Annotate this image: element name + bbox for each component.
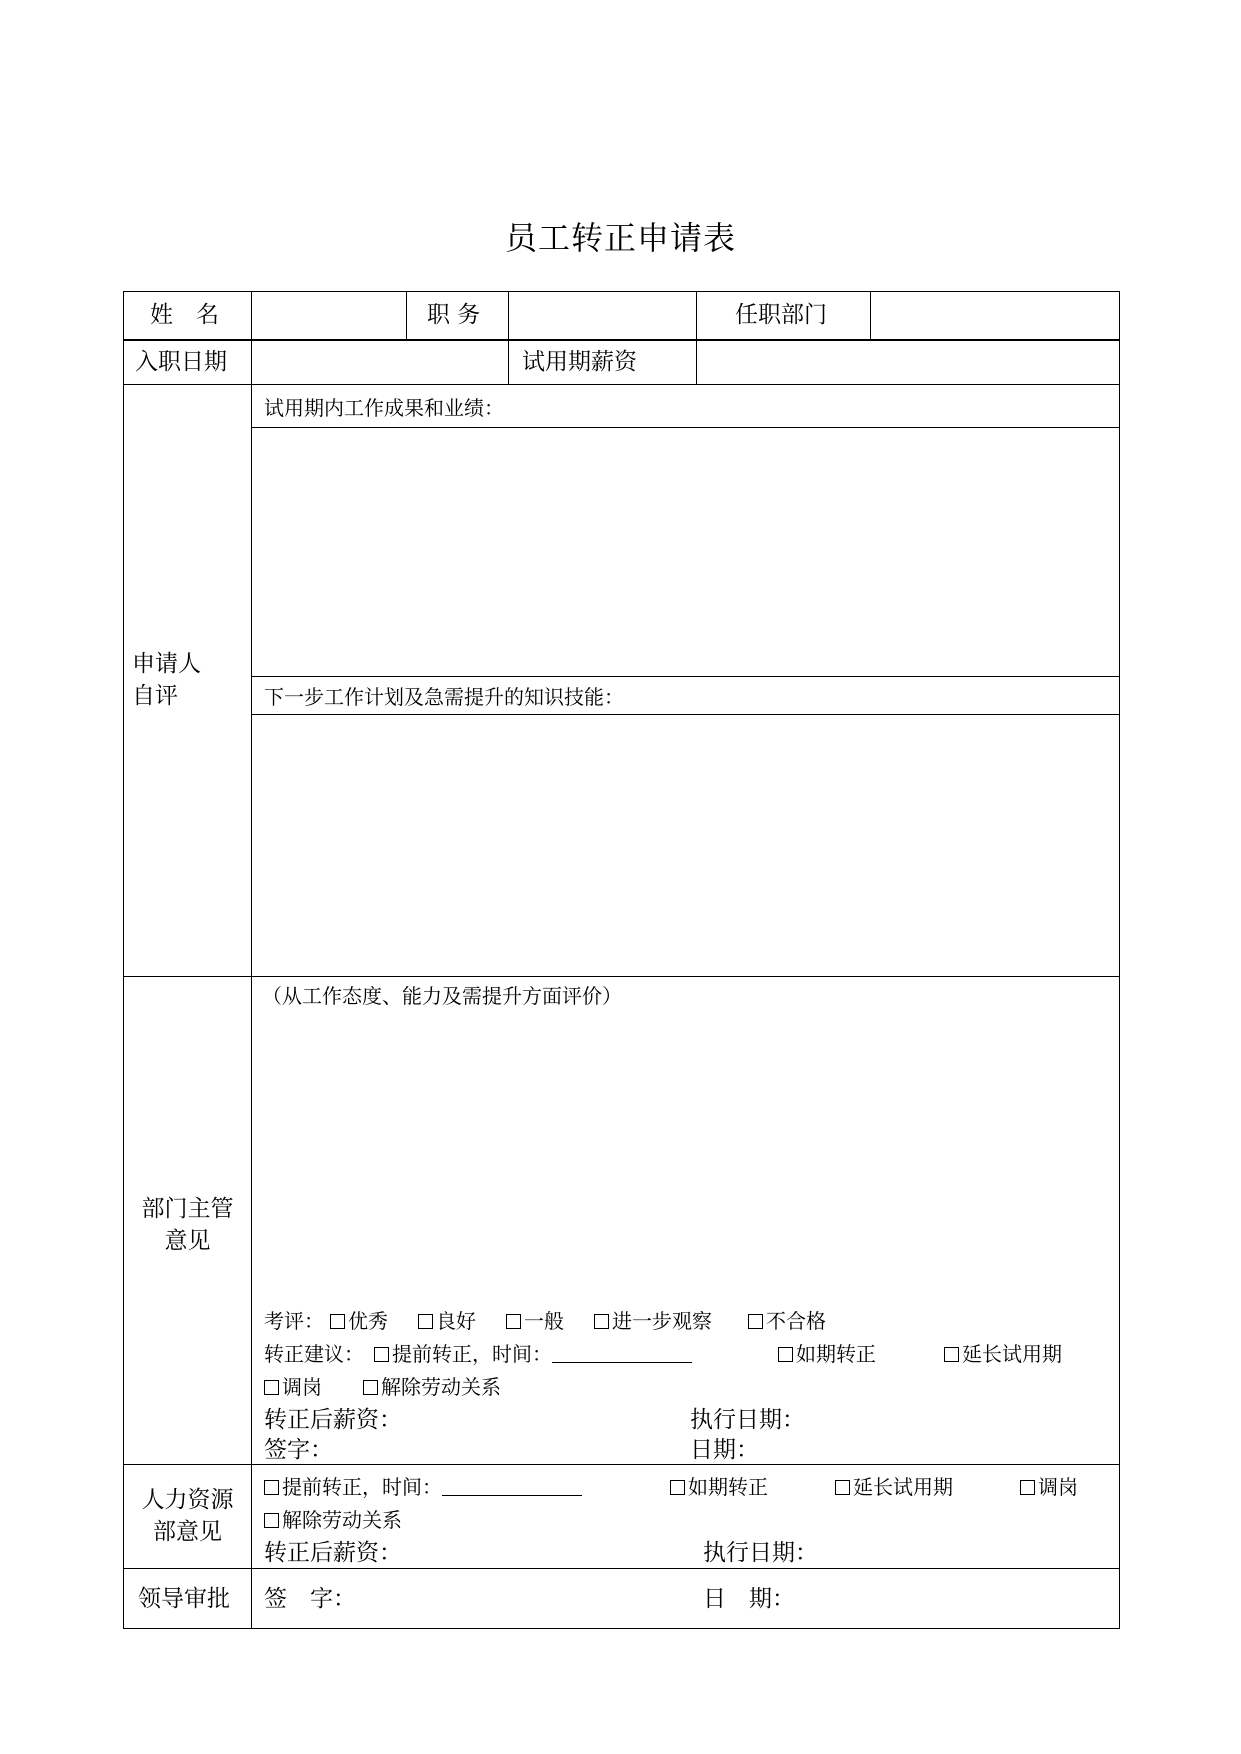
manager-hint: （从工作态度、能力及需提升方面评价） <box>262 984 622 1008</box>
hr-salary-after-label: 转正后薪资： <box>264 1540 402 1566</box>
hire-date-field[interactable] <box>253 342 507 383</box>
checkbox[interactable] <box>374 1347 389 1362</box>
leader-sign-label: 签 字： <box>264 1586 356 1612</box>
checkbox[interactable] <box>670 1480 685 1495</box>
achievements-prompt: 试用期内工作成果和业绩： <box>264 396 504 420</box>
mgr-date-label: 日期： <box>690 1437 759 1463</box>
mgr-terminate-option[interactable]: 解除劳动关系 <box>363 1377 501 1397</box>
mgr-ontime-option[interactable]: 如期转正 <box>778 1344 876 1364</box>
checkbox[interactable] <box>944 1347 959 1362</box>
checkbox[interactable] <box>264 1480 279 1495</box>
probation-salary-label: 试用期薪资 <box>522 349 637 375</box>
checkbox[interactable] <box>778 1347 793 1362</box>
next-plan-field[interactable] <box>253 716 1118 975</box>
rating-label: 考评： <box>264 1309 324 1333</box>
early-date-blank[interactable] <box>552 1344 692 1363</box>
name-label: 姓 名 <box>150 302 219 328</box>
checkbox[interactable] <box>264 1380 279 1395</box>
position-field[interactable] <box>510 292 695 338</box>
mgr-sign-label: 签字： <box>264 1437 333 1463</box>
achievements-field[interactable] <box>253 429 1118 675</box>
rating-option-average[interactable]: 一般 <box>506 1311 564 1331</box>
suggestion-label: 转正建议： <box>264 1342 364 1366</box>
hire-date-label: 入职日期 <box>135 349 227 375</box>
mgr-extend-option[interactable]: 延长试用期 <box>944 1344 1062 1364</box>
rating-option-good[interactable]: 良好 <box>418 1311 476 1331</box>
rating-option-fail[interactable]: 不合格 <box>748 1311 826 1331</box>
checkbox[interactable] <box>1020 1480 1035 1495</box>
checkbox[interactable] <box>363 1380 378 1395</box>
self-eval-label: 申请人 自评 <box>132 651 201 709</box>
manager-opinion-label: 部门主管 意见 <box>141 1196 234 1254</box>
checkbox[interactable] <box>835 1480 850 1495</box>
rating-option-observe[interactable]: 进一步观察 <box>594 1311 712 1331</box>
hr-transfer-option[interactable]: 调岗 <box>1020 1477 1078 1497</box>
rating-option-excellent[interactable]: 优秀 <box>330 1311 388 1331</box>
checkbox[interactable] <box>330 1314 345 1329</box>
checkbox[interactable] <box>418 1314 433 1329</box>
department-label: 任职部门 <box>735 302 827 328</box>
mgr-early-option[interactable]: 提前转正，时间： <box>374 1344 692 1364</box>
hr-extend-option[interactable]: 延长试用期 <box>835 1477 953 1497</box>
hr-early-option[interactable]: 提前转正，时间： <box>264 1477 582 1497</box>
probation-salary-field[interactable] <box>698 342 1118 383</box>
position-label: 职 务 <box>427 302 481 328</box>
leader-date-label: 日 期： <box>703 1586 795 1612</box>
checkbox[interactable] <box>594 1314 609 1329</box>
mgr-salary-after-label: 转正后薪资： <box>264 1407 402 1433</box>
mgr-exec-date-label: 执行日期： <box>690 1407 805 1433</box>
hr-opinion-label: 人力资源 部意见 <box>141 1487 234 1545</box>
hr-ontime-option[interactable]: 如期转正 <box>670 1477 768 1497</box>
next-plan-prompt: 下一步工作计划及急需提升的知识技能： <box>264 685 624 709</box>
mgr-transfer-option[interactable]: 调岗 <box>264 1377 322 1397</box>
leader-approval-label: 领导审批 <box>138 1586 230 1612</box>
form-title: 员工转正申请表 <box>504 219 736 257</box>
name-field[interactable] <box>253 292 405 338</box>
hr-exec-date-label: 执行日期： <box>703 1540 818 1566</box>
checkbox[interactable] <box>748 1314 763 1329</box>
hr-early-date-blank[interactable] <box>442 1477 582 1496</box>
manager-comment-field[interactable] <box>253 1015 1118 1300</box>
hr-terminate-option[interactable]: 解除劳动关系 <box>264 1510 402 1530</box>
department-field[interactable] <box>872 292 1118 338</box>
checkbox[interactable] <box>264 1513 279 1528</box>
checkbox[interactable] <box>506 1314 521 1329</box>
